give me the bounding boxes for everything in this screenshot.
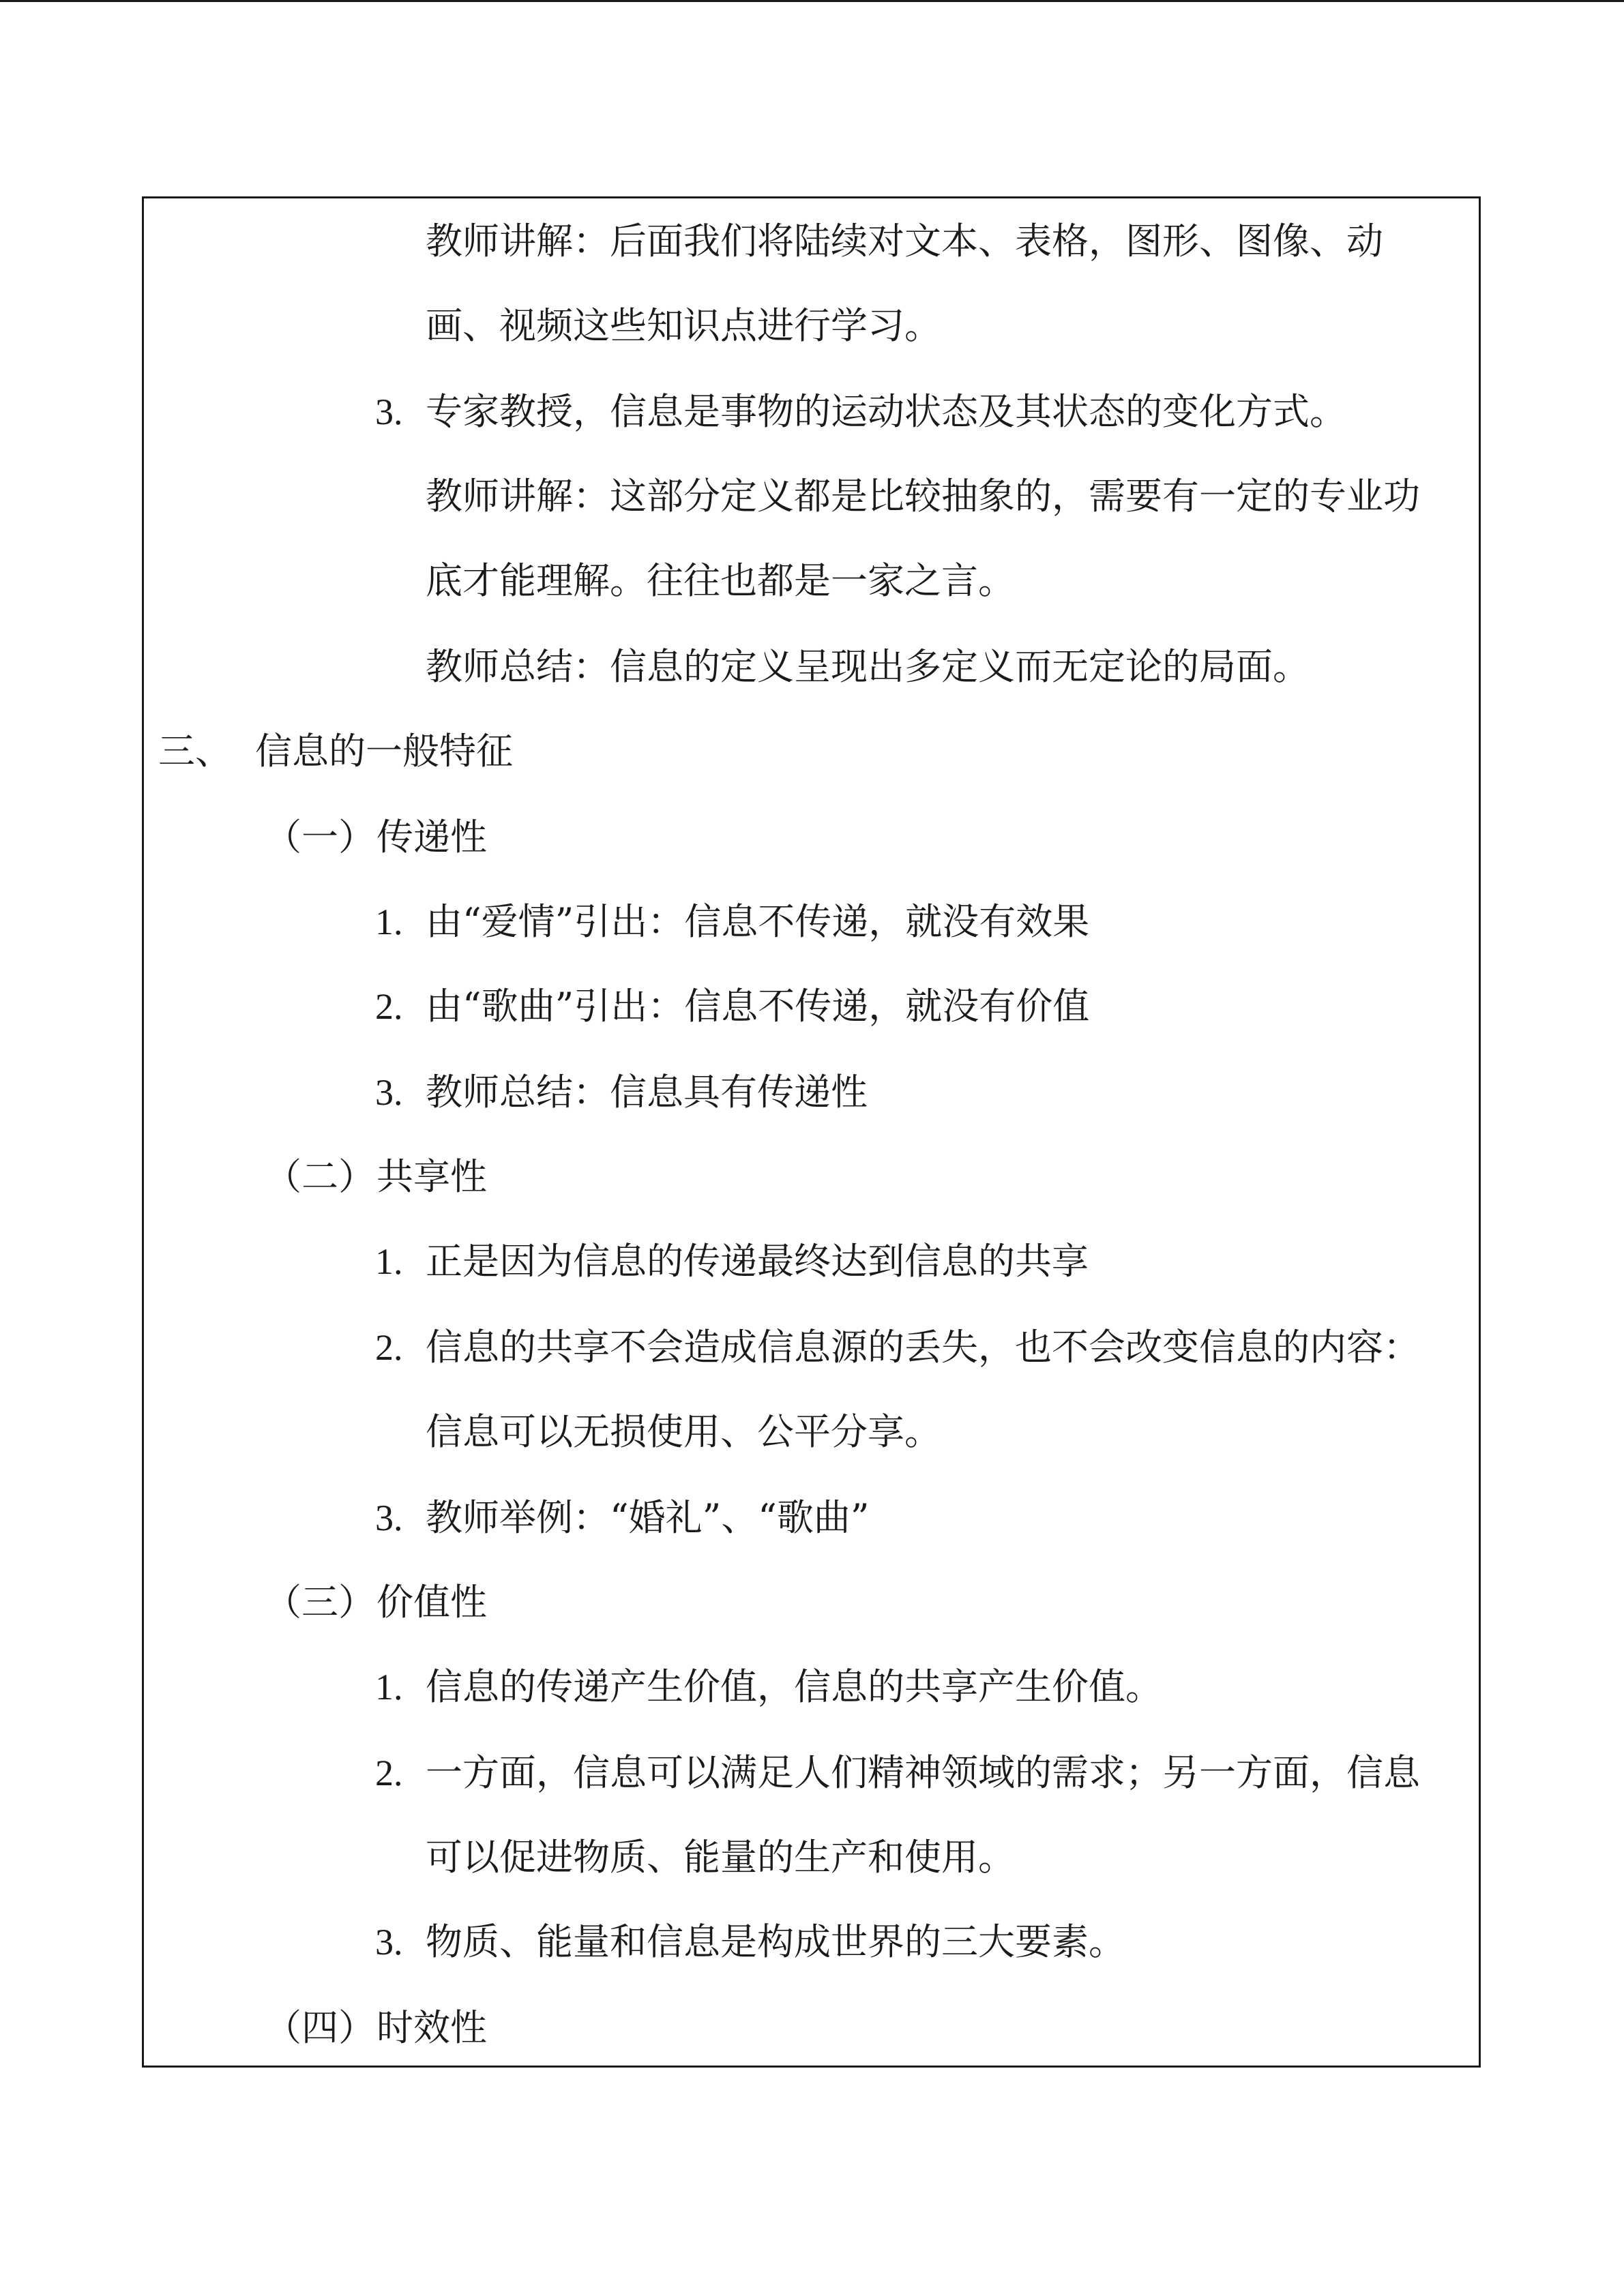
text-line: 教师总结：信息的定义呈现出多定义而无定论的局面。: [426, 645, 1310, 688]
list-number: 2.: [375, 986, 403, 1027]
subsection-number: （一）: [265, 816, 375, 859]
text-line: 画、视频这些知识点进行学习。: [426, 304, 941, 347]
list-number: 2.: [375, 1753, 403, 1793]
list-item-text: 专家教授，信息是事物的运动状态及其状态的变化方式。: [426, 390, 1346, 433]
list-item-text: 信息的传递产生价值，信息的共享产生价值。: [426, 1665, 1162, 1708]
subsection-number: （二）: [265, 1155, 375, 1198]
subsection-heading: 传递性: [377, 816, 487, 859]
section-heading: 信息的一般特征: [255, 730, 513, 773]
list-number: 1.: [375, 1667, 403, 1708]
page-top-rule: [0, 0, 1624, 2]
subsection-number: （三）: [265, 1581, 375, 1624]
list-item-text: 信息的共享不会造成信息源的丢失，也不会改变信息的内容：: [426, 1326, 1420, 1369]
list-item-text: 正是因为信息的传递最终达到信息的共享: [426, 1240, 1089, 1283]
list-number: 3.: [375, 1922, 403, 1963]
subsection-heading: 时效性: [377, 2006, 487, 2049]
text-line: 信息可以无损使用、公平分享。: [426, 1410, 941, 1453]
list-number: 1.: [375, 1241, 403, 1282]
list-item-text: 教师总结：信息具有传递性: [426, 1071, 868, 1114]
text-line: 底才能理解。往往也都是一家之言。: [426, 559, 1015, 602]
text-line: 教师讲解：后面我们将陆续对文本、表格，图形、图像、动: [426, 220, 1383, 263]
subsection-heading: 共享性: [377, 1155, 487, 1198]
text-line: 可以促进物质、能量的生产和使用。: [426, 1836, 1015, 1879]
list-item-text: 由“爱情”引出：信息不传递，就没有效果: [426, 900, 1090, 943]
subsection-number: （四）: [265, 2006, 375, 2049]
list-number: 2.: [375, 1327, 403, 1368]
list-item-text: 由“歌曲”引出：信息不传递，就没有价值: [426, 985, 1090, 1028]
list-number: 3.: [375, 1072, 403, 1113]
list-item-text: 教师举例：“婚礼”、“歌曲”: [426, 1496, 870, 1539]
list-number: 3.: [375, 1497, 403, 1538]
list-number: 3.: [375, 391, 403, 432]
list-number: 1.: [375, 901, 403, 942]
list-item-text: 物质、能量和信息是构成世界的三大要素。: [426, 1920, 1125, 1963]
section-number: 三、: [158, 730, 232, 773]
text-line: 教师讲解：这部分定义都是比较抽象的，需要有一定的专业功: [426, 475, 1420, 518]
subsection-heading: 价值性: [377, 1581, 487, 1624]
list-item-text: 一方面，信息可以满足人们精神领域的需求；另一方面，信息: [426, 1751, 1420, 1794]
